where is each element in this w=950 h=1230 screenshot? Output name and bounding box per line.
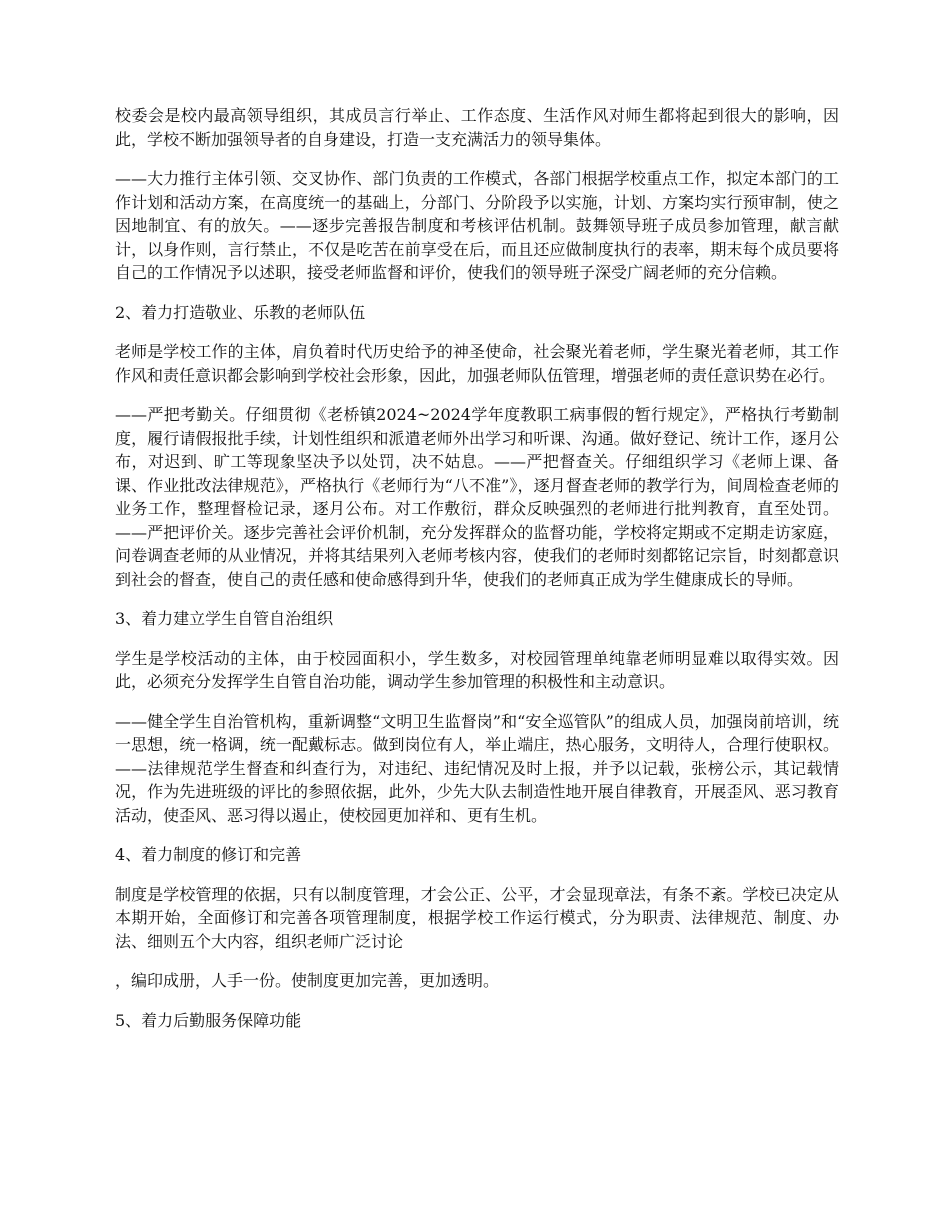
section-heading-rules-revision: 4、着力制度的修订和完善 bbox=[115, 845, 302, 864]
section-heading-student-self-management: 3、着力建立学生自管自治组织 bbox=[115, 609, 334, 628]
paragraph-rules-basis: 制度是学校管理的依据，只有以制度管理，才会公正、公平，才会显现章法，有条不紊。学校已决定从本期开始，全面修订和完善各项管理制度，根据学校工作运行模式，分为职责、法律规范、制度、办法、细则五个大内容，组织老师广泛讨论 bbox=[115, 884, 839, 951]
paragraph-teacher-role: 老师是学校工作的主体，肩负着时代历史给予的神圣使命，社会聚光着老师，学生聚光着老师，其工作作风和责任意识都会影响到学校社会形象，因此，加强老师队伍管理，增强老师的责任意识势在必行。 bbox=[115, 342, 839, 385]
paragraph-work-mode: ——大力推行主体引领、交叉协作、部门负责的工作模式，各部门根据学校重点工作，拟定本部门的工作计划和活动方案，在高度统一的基础上，分部门、分阶段予以实施，计划、方案均实行预审制，使之因地制宜、有的放矢。——逐步完善报告制度和考核评估机制。鼓舞领导班子成员参加管理，献言献计，以身作则，言行禁止，不仅是吃苦在前享受在后，而且还应做制度执行的表率，期末每个成员要将自己的工作情况予以述职，接受老师监督和评价，使我们的领导班子深受广阔老师的充分信赖。 bbox=[115, 169, 839, 282]
section-heading-logistics: 5、着力后勤服务保障功能 bbox=[115, 1010, 302, 1030]
paragraph-leadership-intro: 校委会是校内最高领导组织，其成员言行举止、工作态度、生活作风对师生都将起到很大的影响，因此，学校不断加强领导者的自身建设，打造一支充满活力的领导集体。 bbox=[115, 106, 839, 149]
paragraph-student-role: 学生是学校活动的主体，由于校园面积小，学生数多，对校园管理单纯靠老师明显难以取得实效。因此，必须充分发挥学生自管自治功能，调动学生参加管理的积极性和主动意识。 bbox=[115, 648, 839, 691]
paragraph-student-organization: ——健全学生自治管机构，重新调整“文明卫生监督岗”和“安全巡管队”的组成人员，加强岗前培训，统一思想，统一格调，统一配戴标志。做到岗位有人，举止端庄，热心服务，文明待人，合理行使职权。——法律规范学生督查和纠查行为，对违纪、违纪情况及时上报，并予以记载，张榜公示，其记载情况，作为先进班级的评比的参照依据，此外，少先大队去制造性地开展自律教育，开展歪风、恶习教育活动，使歪风、恶习得以遏止，使校园更加祥和、更有生机。 bbox=[115, 711, 839, 825]
section-heading-teacher-team: 2、着力打造敬业、乐教的老师队伍 bbox=[115, 302, 366, 322]
paragraph-teacher-discipline: ——严把考勤关。仔细贯彻《老桥镇2024~2024学年度教职工病事假的暂行规定》，严格执行考勤制度，履行请假报批手续，计划性组织和派遣老师外出学习和听课、沟通。做好登记、统计工作，逐月公布，对迟到、旷工等现象坚决予以处罚，决不姑息。——严把督查关。仔细组织学习《老师上课、备课、作业批改法律规范》，严格执行《老师行为“八不准”》，逐月督查老师的教学行为，间周检查老师的业务工作，整理督检记录，逐月公布。对工作敷衍，群众反映强烈的老师进行批判教育，直至处罚。——严把评价关。逐步完善社会评价机制，充分发挥群众的监督功能，学校将定期或不定期走访家庭，问卷调查老师的从业情况，并将其结果列入老师考核内容，使我们的老师时刻都铭记宗旨，时刻都意识到社会的督查，使自己的责任感和使命感得到升华，使我们的老师真正成为学生健康成长的导师。 bbox=[115, 405, 839, 589]
document-page bbox=[115, 104, 839, 1048]
paragraph-rules-publication: ，编印成册，人手一份。使制度更加完善，更加透明。 bbox=[115, 971, 500, 990]
